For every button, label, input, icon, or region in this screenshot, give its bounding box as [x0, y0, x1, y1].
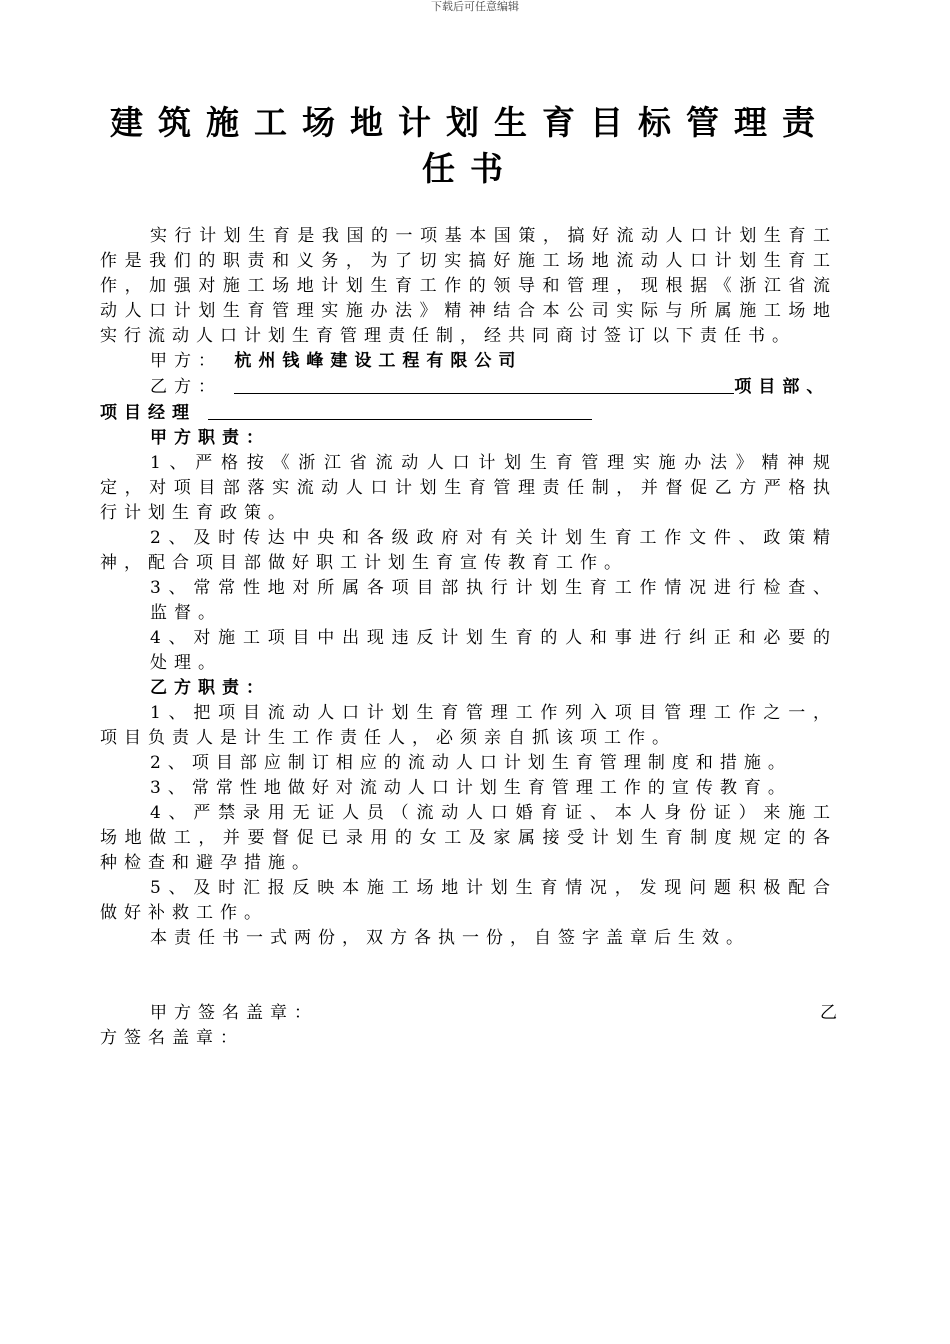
party-b-signature-label-start: 乙 — [820, 1003, 837, 1023]
document-title: 建筑施工场地计划生育目标管理责任书 — [110, 103, 830, 188]
project-manager-line — [100, 400, 837, 426]
closing-paragraph: 本责任书一式两份，双方各执一份，自签字盖章后生效。 — [150, 928, 750, 948]
party-a-duty-1: 1、严格按《浙江省流动人口计划生育管理实施办法》精神规定，对项目部落实流动人口计划生育管理责任制，并督促乙方严格执行计划生育政策。 — [100, 453, 837, 523]
party-b-duty-5: 5、及时汇报反映本施工场地计划生育情况，发现问题积极配合做好补救工作。 — [100, 878, 837, 923]
party-b-duties-heading: 乙方职责： — [150, 678, 270, 698]
party-a-duties-heading: 甲方职责： — [150, 428, 270, 448]
header-note: 下载后可任意编辑 — [431, 0, 519, 13]
party-b-duty-2: 2、项目部应制订相应的流动人口计划生育管理制度和措施。 — [150, 753, 792, 773]
party-a-duty-4: 4、对施工项目中出现违反计划生育的人和事进行纠正和必要的处理。 — [150, 628, 837, 673]
party-b-signature-label: 方签名盖章： — [100, 1028, 244, 1048]
project-manager-label: 项目经理 — [100, 403, 196, 423]
document-body — [100, 224, 837, 1051]
party-b-label: 乙方： — [150, 377, 222, 397]
party-a-signature-label: 甲方签名盖章： — [150, 1003, 318, 1023]
party-a-duty-3: 3、常常性地对所属各项目部执行计划生育工作情况进行检查、监督。 — [150, 578, 837, 623]
party-a-duty-2: 2、及时传达中央和各级政府对有关计划生育工作文件、政策精神，配合项目部做好职工计划生育宣传教育工作。 — [100, 528, 837, 573]
signature-row — [100, 1001, 837, 1026]
project-manager-blank[interactable] — [208, 400, 592, 420]
party-b-line — [100, 374, 837, 400]
party-b-duty-4: 4、严禁录用无证人员（流动人口婚育证、本人身份证）来施工场地做工，并要督促已录用的女工及家属接受计划生育制度规定的各种检查和避孕措施。 — [100, 803, 837, 873]
party-b-duty-1: 1、把项目流动人口计划生育管理工作列入项目管理工作之一，项目负责人是计生工作责任人，必须亲自抓该项工作。 — [100, 703, 837, 748]
party-b-duty-3: 3、常常性地做好对流动人口计划生育管理工作的宣传教育。 — [150, 778, 792, 798]
party-a-line — [100, 349, 837, 374]
project-dept-label: 项目部、 — [734, 377, 831, 397]
party-b-blank[interactable] — [234, 374, 734, 394]
party-a-label: 甲方： — [150, 351, 222, 371]
party-a-name: 杭州钱峰建设工程有限公司 — [234, 351, 523, 371]
intro-paragraph: 实行计划生育是我国的一项基本国策，搞好流动人口计划生育工作是我们的职责和义务，为了切实搞好施工场地流动人口计划生育工作，加强对施工场地计划生育工作的领导和管理，现根据《浙江省流动人口计划生育管理实施办法》精神结合本公司实际与所属施工场地实行流动人口计划生育管理责任制，经共同商讨签订以下责任书。 — [100, 226, 837, 346]
